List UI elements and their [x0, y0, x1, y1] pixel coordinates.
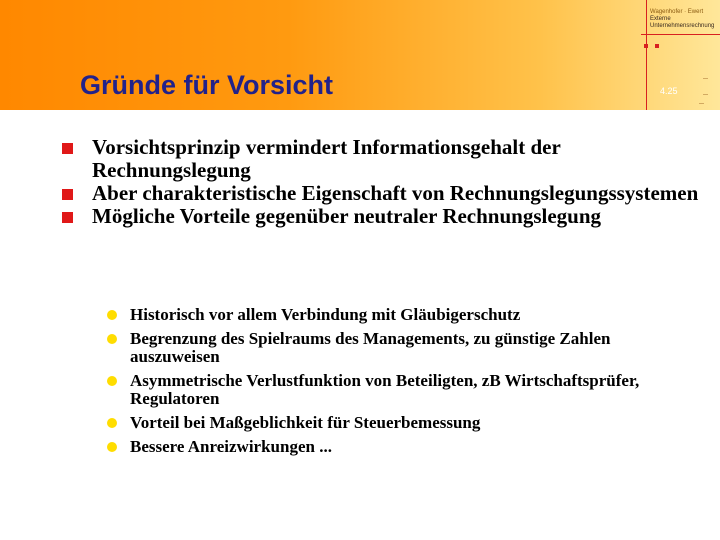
logo-square-mark [644, 44, 648, 48]
logo-authors: Wagenhofer · Ewert [650, 9, 704, 15]
logo-tick-mark: — [703, 92, 708, 98]
logo-tick-mark: — [699, 101, 704, 107]
sub-bullet-item [106, 414, 686, 432]
main-bullet-text: Mögliche Vorteile gegenüber neutraler Rechnungslegung [92, 204, 602, 228]
round-bullet-icon [107, 418, 117, 428]
logo-title-line2: Unternehmensrechnung [650, 23, 715, 29]
main-bullet-text: Vorsichtsprinzip vermindert Informationsgehalt der Rechnungslegung [92, 135, 561, 182]
logo-tick-mark: — [703, 76, 708, 82]
square-bullet-icon [62, 143, 73, 154]
round-bullet-icon [107, 310, 117, 320]
sub-bullet-text: Begrenzung des Spielraums des Managements, zu günstige Zahlen auszuweisen [130, 329, 611, 366]
sub-bullet-text: Bessere Anreizwirkungen ... [130, 437, 332, 456]
logo-horizontal-line [641, 34, 720, 35]
slide-title: Gründe für Vorsicht [80, 70, 334, 100]
sub-bullet-item [106, 306, 686, 324]
sub-bullet-text: Historisch vor allem Verbindung mit Gläubigerschutz [130, 305, 521, 324]
logo-square-mark [655, 44, 659, 48]
main-bullet-text: Aber charakteristische Eigenschaft von Rechnungslegungssystemen [92, 181, 699, 205]
page-number: 4.25 [660, 86, 678, 96]
round-bullet-icon [107, 334, 117, 344]
round-bullet-icon [107, 442, 117, 452]
logo-title-line1: Externe [650, 16, 671, 22]
sub-bullet-item [106, 438, 686, 456]
square-bullet-icon [62, 189, 73, 200]
sub-bullet-item [106, 330, 686, 366]
main-bullet-item [60, 205, 700, 228]
logo-vertical-line [646, 0, 647, 110]
sub-bullet-text: Asymmetrische Verlustfunktion von Beteiligten, zB Wirtschaftsprüfer, Regulatoren [130, 371, 640, 408]
square-bullet-icon [62, 212, 73, 223]
sub-bullet-text: Vorteil bei Maßgeblichkeit für Steuerbemessung [130, 413, 481, 432]
main-bullet-item [60, 182, 700, 205]
main-bullet-item [60, 136, 700, 182]
round-bullet-icon [107, 376, 117, 386]
sub-bullet-item [106, 372, 686, 408]
main-bullet-list [60, 136, 700, 228]
sub-bullet-list [106, 306, 686, 462]
book-logo [641, 0, 720, 110]
